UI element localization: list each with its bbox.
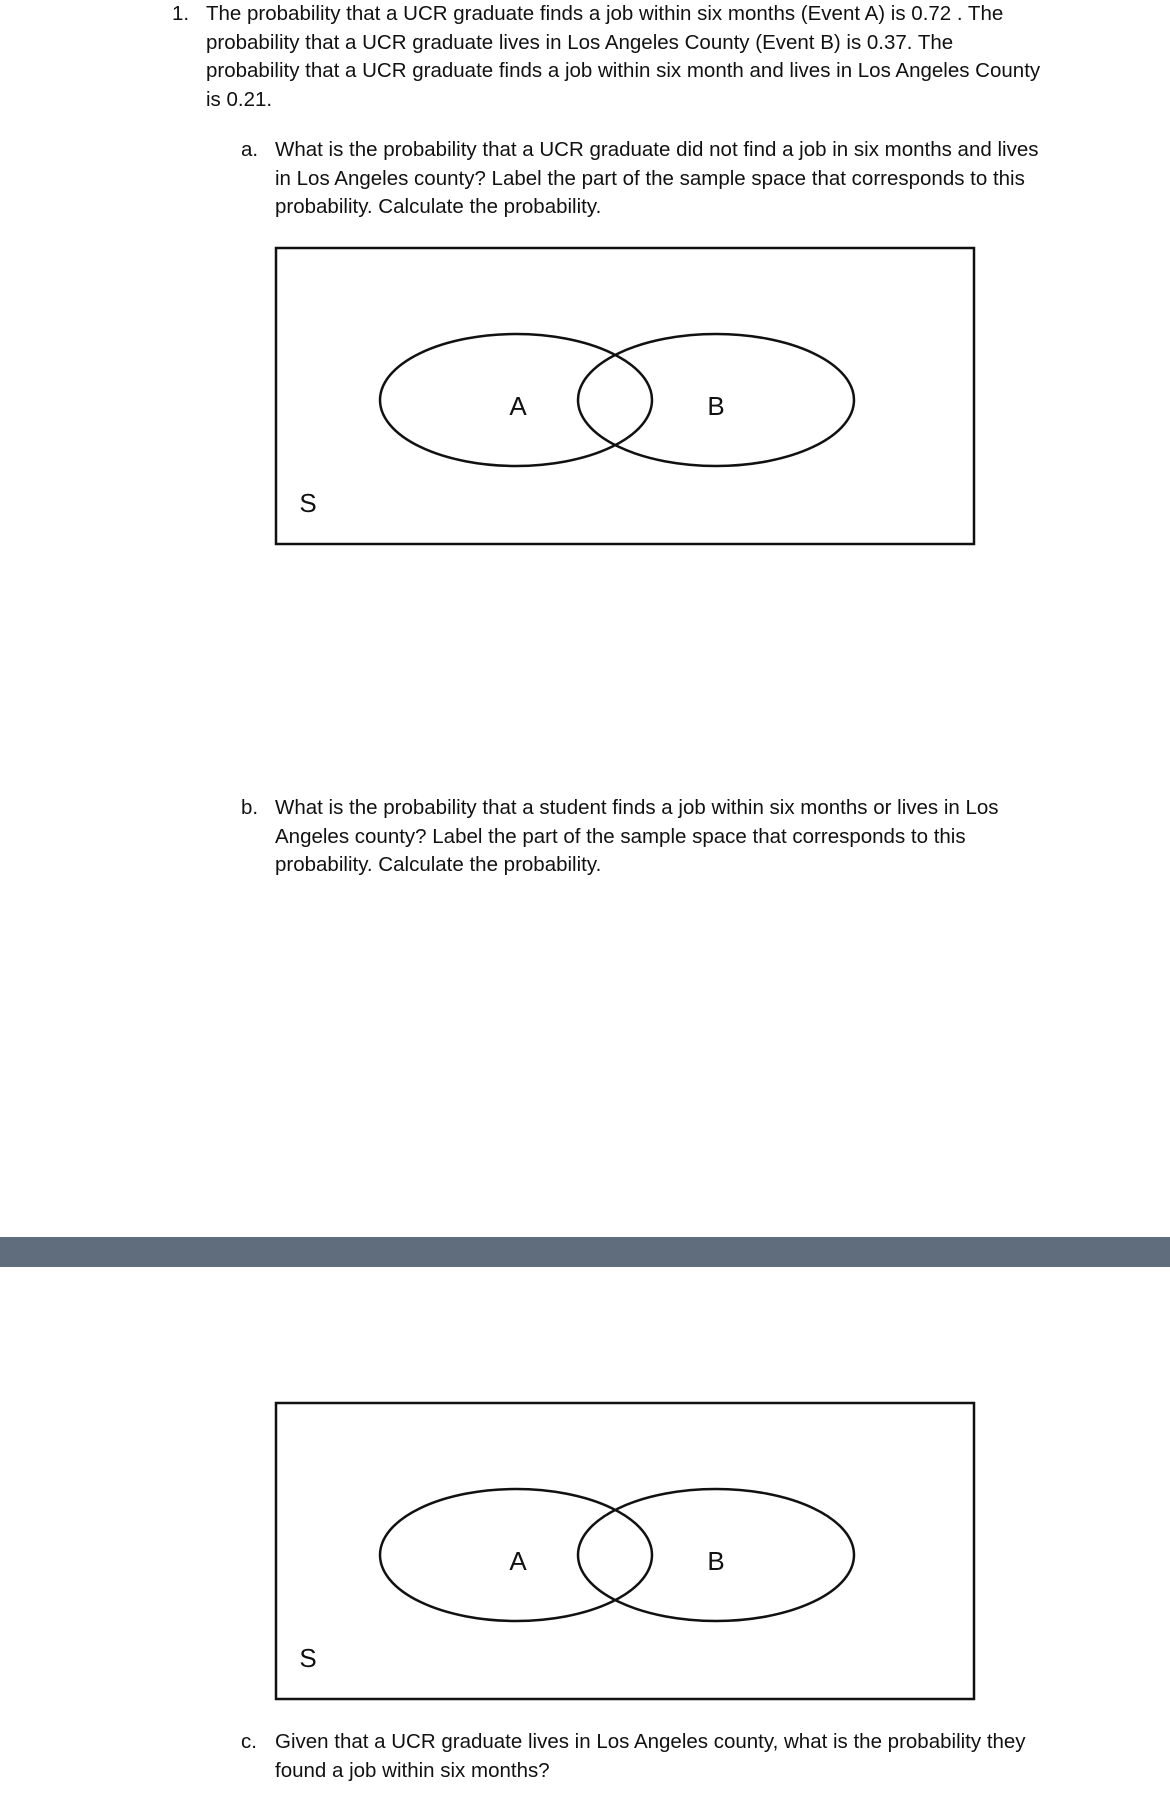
part-c-letter: c. (241, 1730, 257, 1753)
part-b-letter: b. (241, 796, 259, 819)
sample-space-label: S (299, 1643, 317, 1673)
event-a-label: A (509, 391, 527, 421)
part-a-letter: a. (241, 138, 259, 161)
venn-diagram-2 (274, 1401, 976, 1701)
event-b-label: B (707, 1546, 725, 1576)
question-1-text: The probability that a UCR graduate finds a job within six months (Event A) is 0.72 . The probability that a UCR graduate lives in Los Angeles County (Event B) is 0.37. The probability that a UCR graduate finds a job within six month and lives in Los Angeles County is 0.21. (206, 2, 1041, 111)
part-c-text: Given that a UCR graduate lives in Los Angeles county, what is the probability they found a job within six months? (275, 1730, 1026, 1782)
event-b-label: B (707, 391, 725, 421)
question-1-number: 1. (172, 2, 190, 25)
part-b-text: What is the probability that a student finds a job within six months or lives in Los Angeles county? Label the part of the sample space that corresponds to this probability. Calculate the probability. (275, 796, 999, 876)
page-divider-bar (0, 1237, 1170, 1267)
part-a-text: What is the probability that a UCR graduate did not find a job in six months and lives in Los Angeles county? Label the part of the sample space that corresponds to this probability. Calculate the probability. (275, 138, 1039, 218)
event-a-label: A (509, 1546, 527, 1576)
venn-diagram-1 (274, 246, 976, 546)
sample-space-label: S (299, 488, 317, 518)
